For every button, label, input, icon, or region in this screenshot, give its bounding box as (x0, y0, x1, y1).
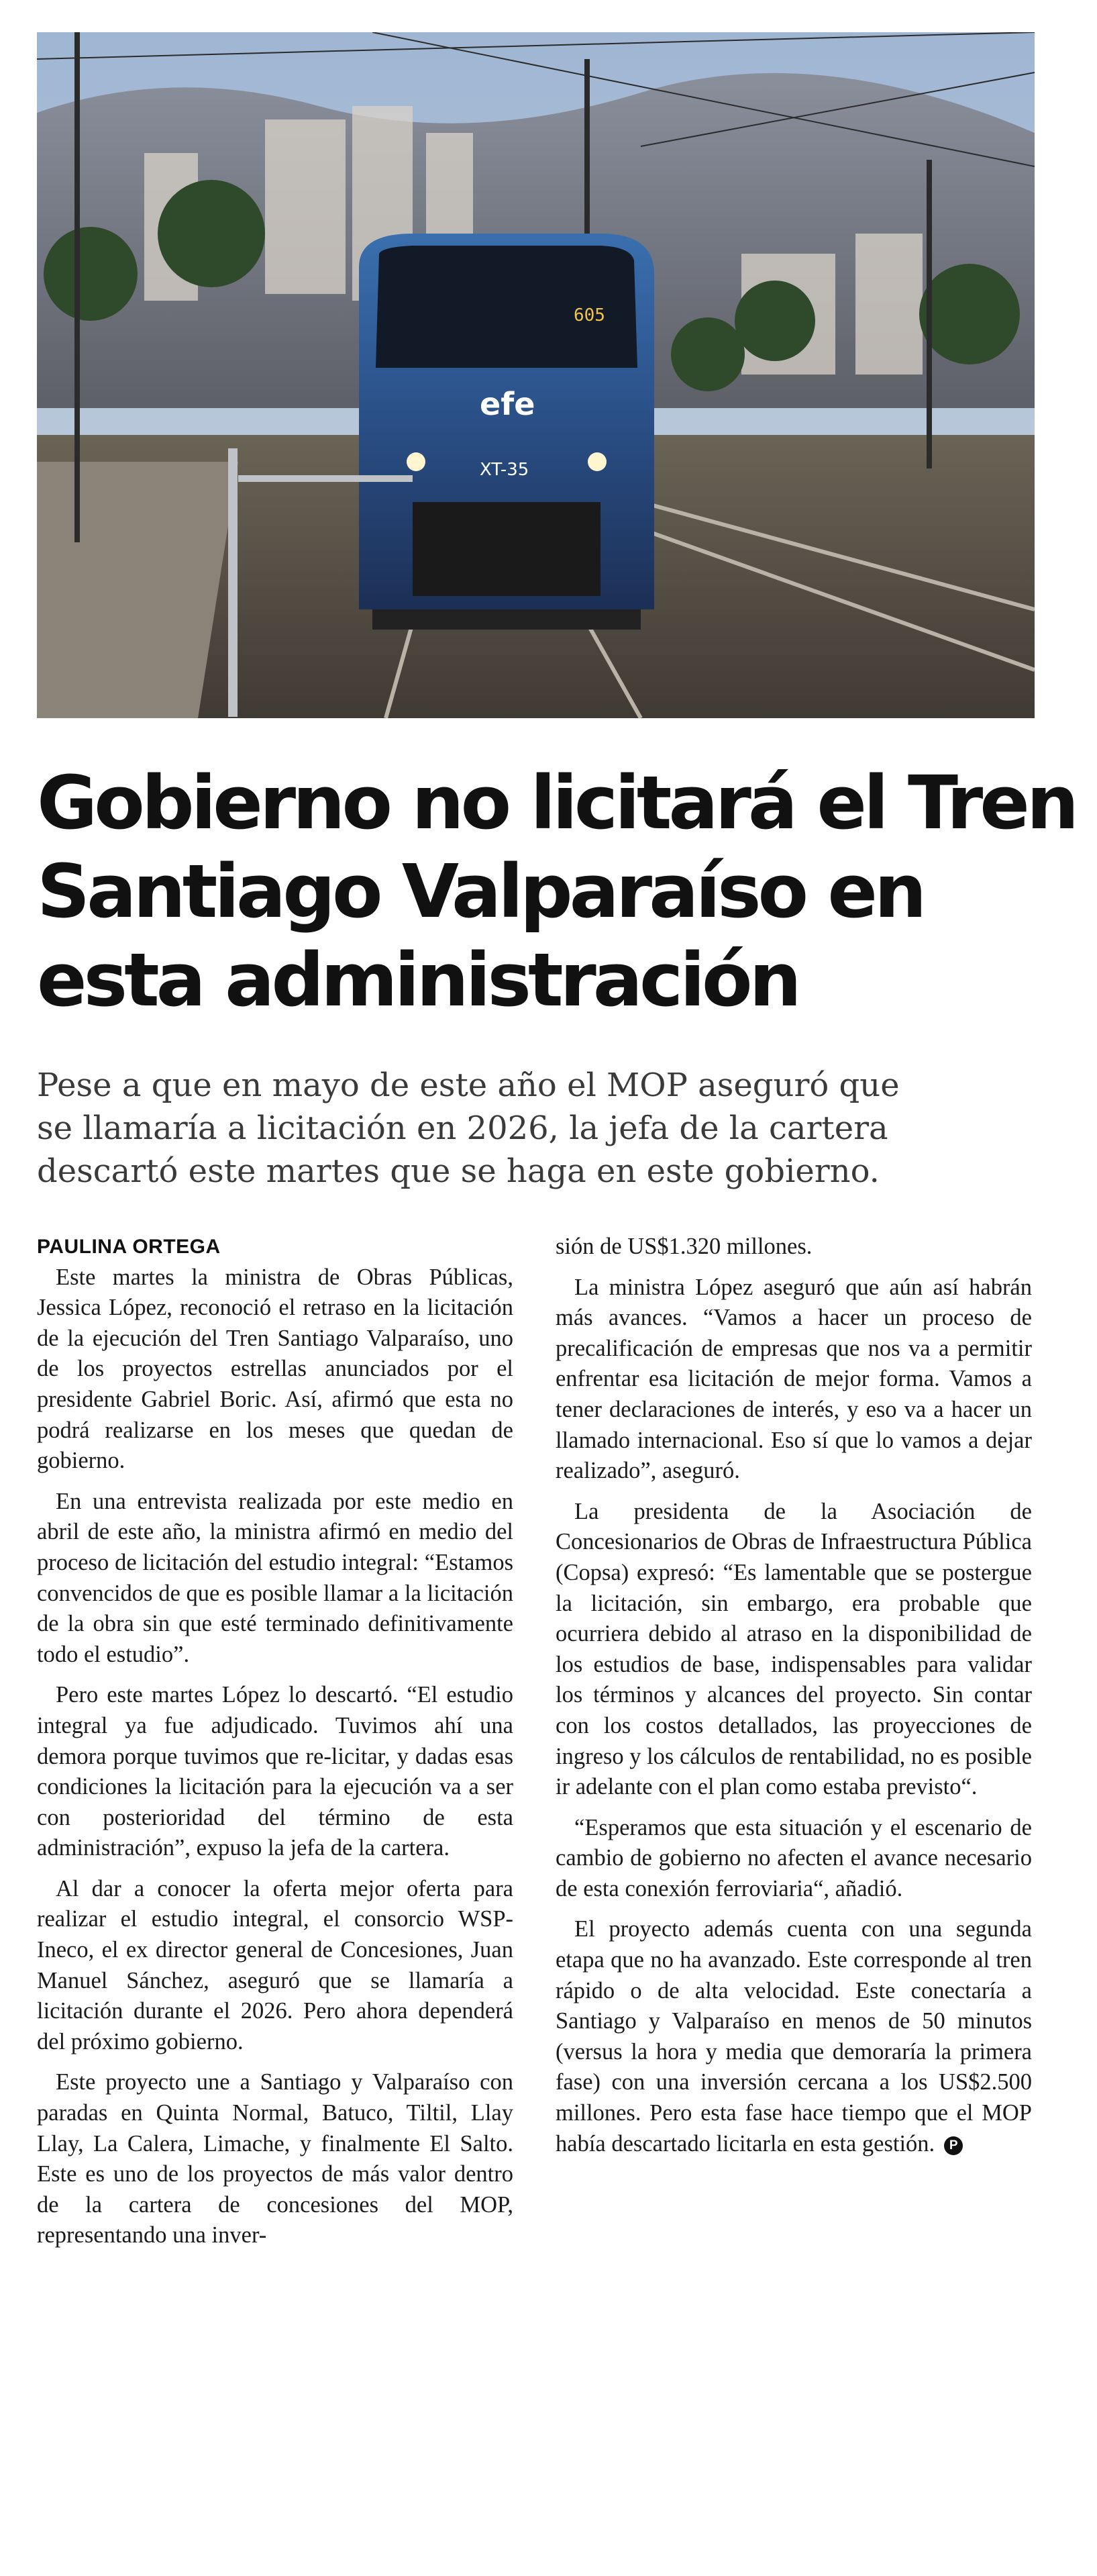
paragraph-continuation: sión de US$1.320 millones. (556, 1234, 813, 1259)
paragraph: “Esperamos que esta situación y el escenario de cambio de gobierno no afecten el avance necesario de esta conexión ferroviaria“, añadió. (556, 1814, 1032, 1901)
paragraph: La presidenta de la Asociación de Concesionarios de Obras de Infraestructura Pública (Copsa) expresó: “Es lamentable que se postergue la licitación, sin embargo, era probable que ocurriera debido al atraso en la disponibilidad de los estudios de base, indispensables para validar los términos y alcances del proyecto. Sin contar con los costos detallados, las proyecciones de ingreso y los cálculos de rentabilidad, no es posible ir adelante con el plan como estaba previsto“. (556, 1498, 1032, 1800)
final-paragraph-text: El proyecto además cuenta con una segunda etapa que no ha avanzado. Este corresponde al tren rápido o de alta velocidad. Este conectaría a Santiago y Valparaíso en menos de 50 minutos (versus la hora y media que demoraría la primera fase) con una inversión cercana a los US$2.500 millones. Pero esta fase hace tiempo que el MOP había descartado licitarla en esta gestión. (556, 1916, 1032, 2157)
train (359, 234, 654, 630)
headline-line-1: Gobierno no licitará el Tren (37, 760, 1076, 846)
headline-line-3: esta administración (37, 937, 798, 1023)
headline (37, 758, 1076, 1024)
deck-line-1: Pese a que en mayo de este año el MOP aseguró que (37, 1067, 900, 1104)
end-mark-icon: P (944, 2136, 963, 2155)
paragraph: Al dar a conocer la oferta mejor oferta para realizar el estudio integral, el consorcio WSP-Ineco, el ex director general de Concesiones, Juan Manuel Sánchez, aseguró que se llamaría a licitación durante el 2026. Pero ahora dependerá del próximo gobierno. (37, 1875, 513, 2054)
paragraph-final (556, 1914, 1032, 2159)
deck-subheading (37, 1064, 1070, 1193)
paragraph: Pero este martes López lo descartó. “El estudio integral ya fue adjudicado. Tuvimos ahí una demora porque tuvimos que re-licitar, y dadas esas condiciones la licitación para la ejecución va a ser con posterioridad del término de esta administración”, expuso la jefa de la cartera. (37, 1682, 513, 1861)
paragraph: En una entrevista realizada por este medio en abril de este año, la ministra afirmó en medio del proceso de licitación del estudio integral: “Estamos convencidos de que es posible llamar a la licitación de la obra sin que esté terminado definitivamente todo el estudio”. (37, 1488, 513, 1667)
paragraph: La ministra López aseguró que aún así habrán más avances. “Vamos a hacer un proceso de precalificación de empresas que nos va a permitir enfrentar esa licitación de mejor forma. Vamos a tener declaraciones de interés, y eso va a hacer un llamado internacional. Eso sí que lo vamos a dejar realizado”, aseguró. (556, 1274, 1032, 1484)
deck-line-3: descartó este martes que se haga en este gobierno. (37, 1152, 880, 1190)
train-destination-display: 605 (574, 305, 605, 326)
paragraph: Este proyecto une a Santiago y Valparaíso con paradas en Quinta Normal, Batuco, Tiltil, Llay Llay, La Calera, Limache, y finalmente El Salto. Este es uno de los proyectos de más valor dentro de la cartera de concesiones del MOP, representando una inver- (37, 2069, 513, 2248)
article-photo (37, 32, 1035, 718)
train-logo: efe (480, 386, 535, 422)
byline: PAULINA ORTEGA (37, 1236, 221, 1258)
train-number: XT-35 (480, 460, 529, 480)
train-photo-illustration (37, 32, 1035, 718)
paragraph: Este martes la ministra de Obras Públicas, Jessica López, reconoció el retraso en la licitación de la ejecución del Tren Santiago Valparaíso, uno de los proyectos estrellas anunciados por el presidente Gabriel Boric. Así, afirmó que esta no podrá realizarse en los meses que quedan de gobierno. (37, 1264, 513, 1474)
article-column-left (37, 1232, 513, 2261)
headline-line-2: Santiago Valparaíso en (37, 848, 924, 934)
deck-line-2: se llamaría a licitación en 2026, la jefa de la cartera (37, 1109, 888, 1147)
article-column-right (556, 1232, 1032, 2169)
